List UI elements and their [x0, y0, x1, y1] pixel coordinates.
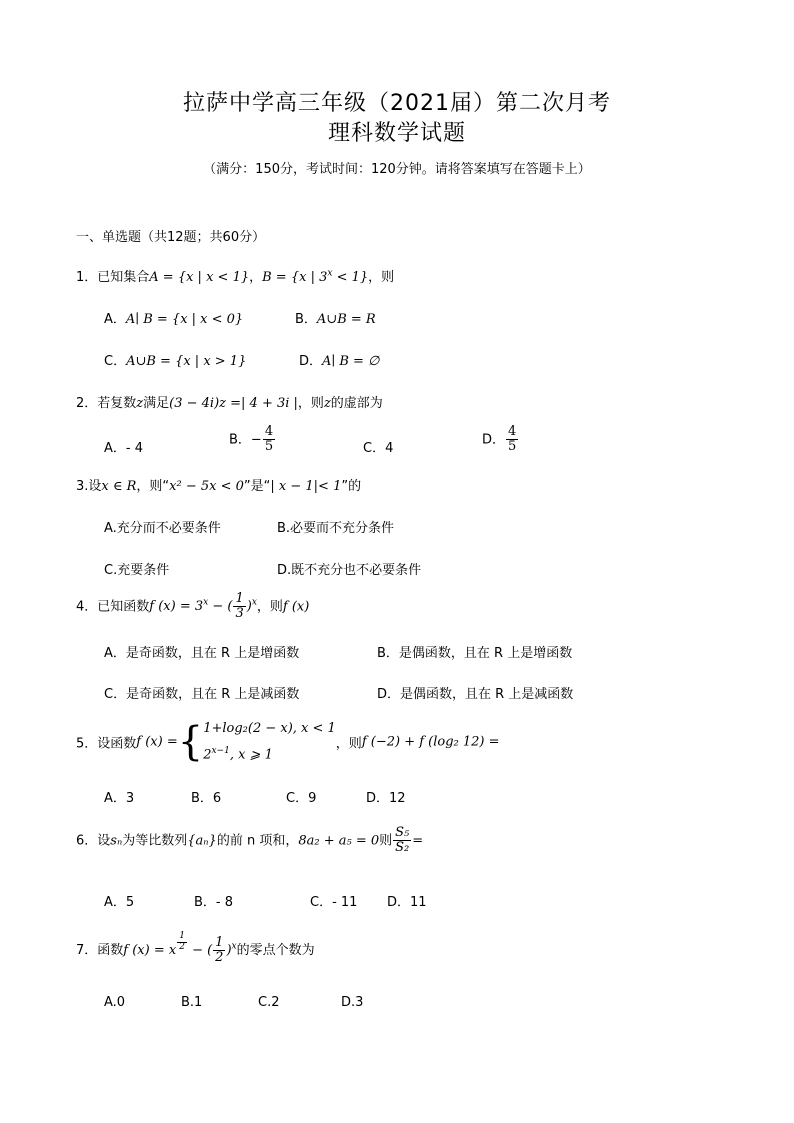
q5-option-c: C．9	[286, 791, 317, 806]
q1-set-a: A = {x | x < 1}	[149, 270, 250, 285]
q3-option-d: D.既不充分也不必要条件	[277, 563, 422, 578]
question-1: 1．已知集合A = {x | x < 1}，B = {x | $3^x < 1$}，则	[76, 268, 395, 285]
q6-option-a: A．5	[104, 895, 135, 910]
question-3: 3.设x ∈ R，则“x² − 5x < 0”是“| x − 1|< 1”的	[76, 479, 362, 494]
q5-brace: {	[177, 719, 204, 766]
exam-title-line1: 拉萨中学高三年级（2021届）第二次月考	[183, 91, 611, 116]
q7-option-d: D.3	[341, 995, 364, 1010]
q3-option-b: B.必要而不充分条件	[277, 521, 395, 536]
q2-option-b: B．− $\frac{4}{5}$	[229, 424, 274, 455]
question-2: 2．若复数z满足(3 − 4i)z =| 4 + 3i |，则z的虚部为	[76, 396, 383, 411]
q7-option-a: A.0	[104, 995, 126, 1010]
q7-option-c: C.2	[258, 995, 280, 1010]
q2-option-c: C．4	[363, 441, 394, 456]
exam-title-line2: 理科数学试题	[327, 121, 466, 146]
q5-option-b: B．6	[191, 791, 222, 806]
q1-stem-prefix: 1．已知集合	[76, 270, 150, 285]
q4-option-a: A．是奇函数，且在 R 上是增函数	[104, 646, 300, 661]
q7-option-b: B.1	[181, 995, 203, 1010]
q1-option-b: B．A∪B = R	[295, 312, 376, 327]
question-6: 6．设sₙ为等比数列{aₙ}的前 n 项和，8a₂ + a₅ = 0则 $\frac{\text{S₅}}{\text{S₂}}$ =	[76, 825, 424, 856]
q6-option-b: B．- 8	[194, 895, 234, 910]
q5-option-a: A．3	[104, 791, 135, 806]
q3-option-a: A.充分而不必要条件	[104, 521, 221, 536]
q4-option-d: D．是偶函数，且在 R 上是减函数	[377, 687, 574, 702]
question-4: 4．已知函数f $(x) = 3^x$ − ( $\frac{1}{3}$ )$^x$，则f (x)	[76, 591, 310, 622]
exam-note: （满分：150分，考试时间：120分钟。请将答案填写在答题卡上）	[203, 162, 591, 177]
q6-option-d: D．11	[387, 895, 427, 910]
q1-stem-suffix: ，则	[368, 270, 395, 285]
q3-option-c: C.充要条件	[104, 563, 170, 578]
q2-option-d: D． $\frac{4}{5}$	[482, 424, 517, 455]
q4-option-b: B．是偶函数，且在 R 上是增函数	[377, 646, 573, 661]
q2-option-a: A．- 4	[104, 441, 143, 456]
q1-option-c: C．A∪B = {x | x > 1}	[104, 354, 247, 369]
question-5: 5．设函数f (x) ={ 1+log₂(2 − x), x < 1 $2^{x-1}$, x ⩾ 1 ，则f (−2) + f (log₂ 12) =	[76, 719, 500, 766]
q1-set-b: B = {x | $3^x < 1$}	[262, 268, 369, 285]
q6-option-c: C．- 11	[310, 895, 358, 910]
section-heading: 一、单选题（共12题；共60分）	[76, 230, 266, 245]
q4-option-c: C．是奇函数，且在 R 上是减函数	[104, 687, 300, 702]
q1-option-a: A．A∣ B = {x | x < 0}	[104, 312, 244, 327]
q1-option-d: D．A∣ B = ∅	[299, 354, 380, 369]
q5-option-d: D．12	[366, 791, 406, 806]
q5-cases: 1+log₂(2 − x), x < 1 $2^{x-1}$, x ⩾ 1	[203, 721, 336, 763]
question-7: 7．函数f (x) = x $^{\frac{1}{2}}$ − ( $\frac{1}{2}$ )$^x$的零点个数为	[76, 931, 315, 966]
